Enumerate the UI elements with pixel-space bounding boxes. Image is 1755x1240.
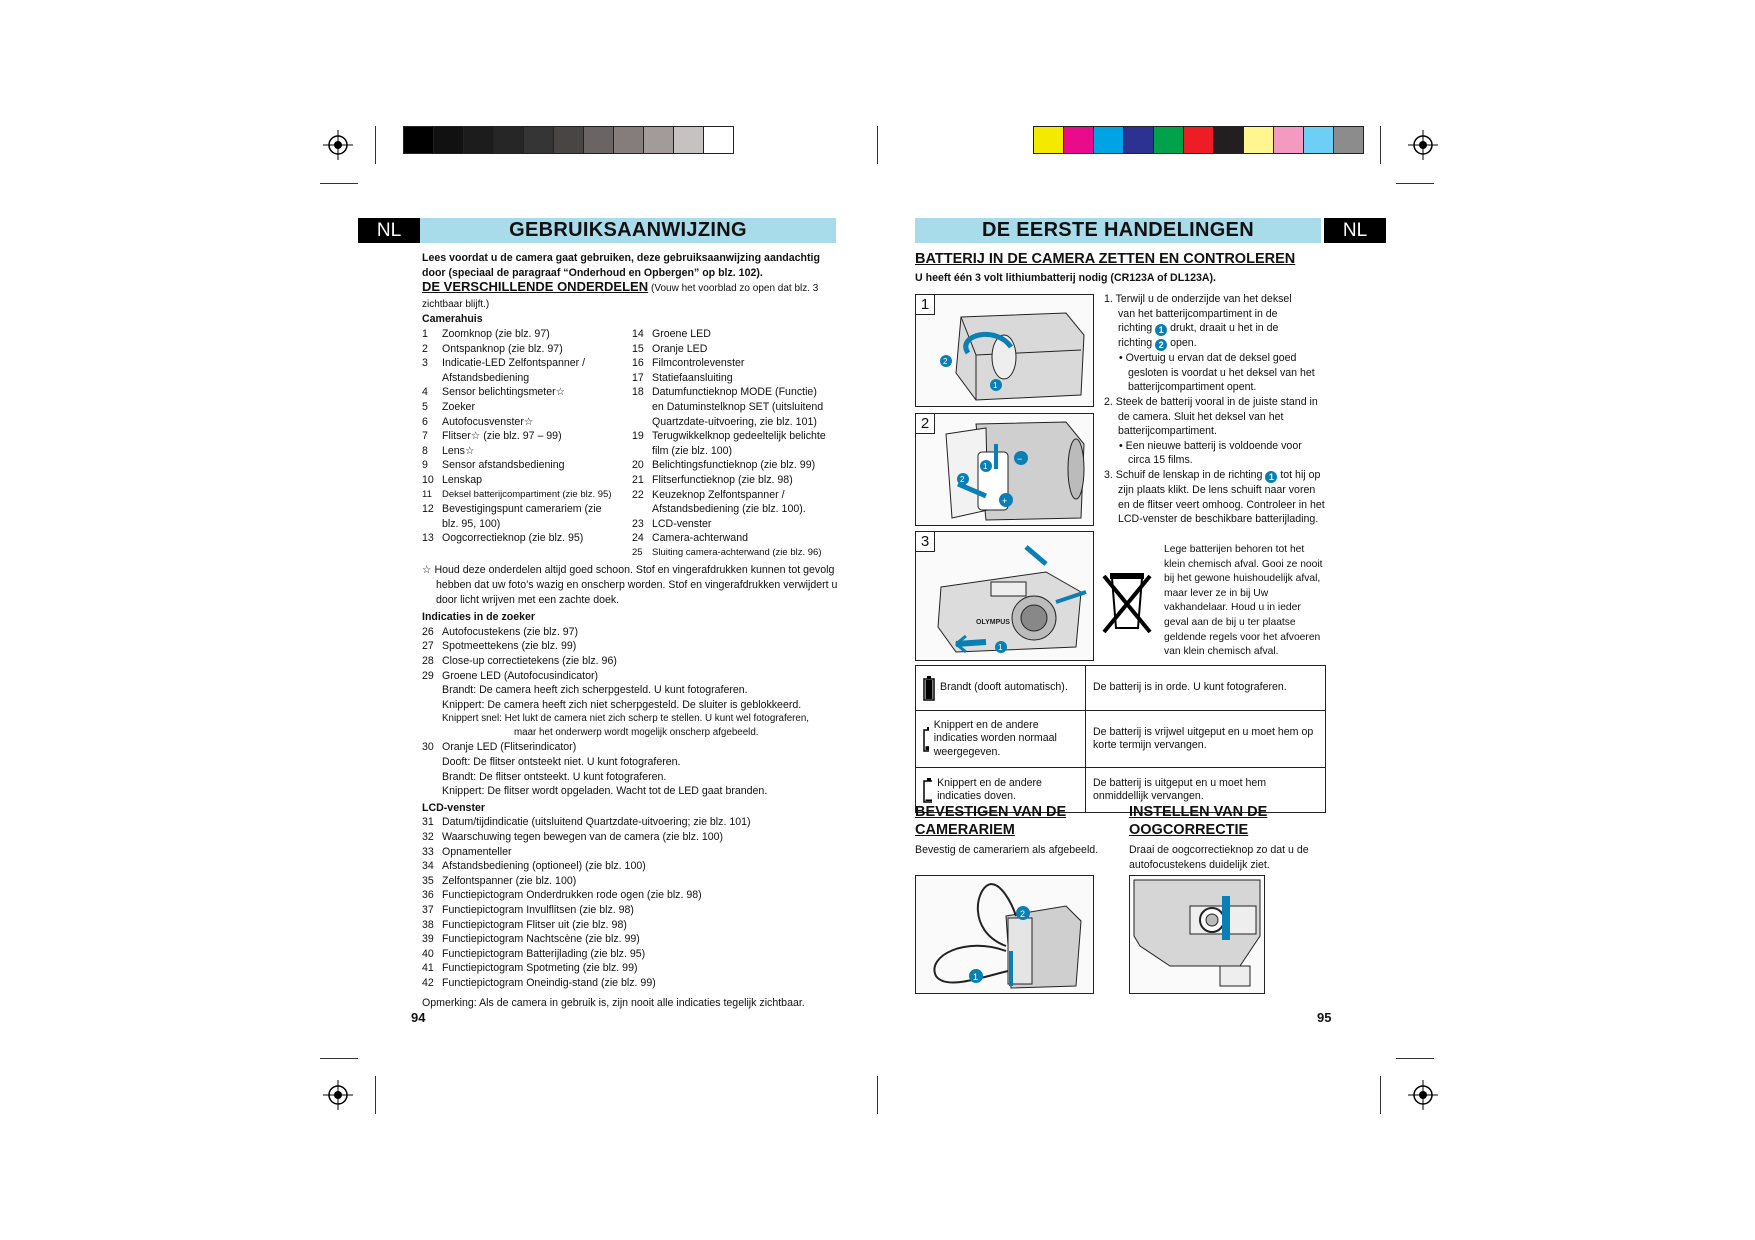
color-swatch	[494, 127, 524, 153]
svg-text:−: −	[1017, 454, 1023, 464]
svg-text:2: 2	[943, 357, 948, 366]
diopter-text: Draai de oogcorrectieknop zo dat u de autofocustekens duidelijk ziet.	[1129, 844, 1309, 871]
step-text: open.	[1170, 337, 1197, 350]
registration-mark-icon	[1408, 1080, 1438, 1110]
crop-mark	[1380, 126, 1381, 164]
color-swatch	[1244, 127, 1274, 153]
list-item	[422, 903, 844, 918]
svg-text:1: 1	[993, 381, 998, 390]
item-number: 22	[632, 488, 644, 501]
item-number: 3	[422, 357, 428, 370]
list-item	[632, 385, 844, 400]
battery-meaning-cell: De batterij is in orde. U kunt fotograferen.	[1086, 666, 1326, 711]
list-item	[632, 546, 844, 561]
battery-level-icon	[923, 675, 935, 701]
item-text: Waarschuwing tegen bewegen van de camera (zie blz. 100)	[442, 830, 724, 843]
list-item	[422, 740, 844, 755]
registration-mark-icon	[323, 1080, 353, 1110]
figure-number: 3	[916, 532, 935, 552]
battery-meaning-cell: De batterij is uitgeput en u moet hem onmiddellijk vervangen.	[1086, 768, 1326, 813]
green-led-state: Brandt: De camera heeft zich scherpgesteld. U kunt fotograferen.	[442, 684, 748, 697]
color-swatch	[554, 127, 584, 153]
battery-steps	[1104, 292, 1326, 527]
color-swatch	[584, 127, 614, 153]
list-item	[422, 488, 632, 503]
strap-text: Bevestig de camerariem als afgebeeld.	[915, 844, 1099, 856]
list-item	[632, 488, 844, 503]
color-swatch	[1184, 127, 1214, 153]
list-item	[422, 976, 844, 991]
color-swatch	[614, 127, 644, 153]
crop-mark	[1380, 1076, 1381, 1114]
diopter-heading-line: OOGCORRECTIE	[1129, 822, 1249, 838]
registration-mark-icon	[323, 130, 353, 160]
orange-led-states	[422, 755, 844, 799]
item-number: 38	[422, 918, 434, 931]
list-item	[422, 371, 632, 386]
step-1-line: van het batterijcompartiment in de	[1118, 307, 1278, 320]
item-text: Camera-achterwand	[652, 532, 748, 545]
battery-state-cell	[916, 711, 1086, 768]
color-calibration-bar	[1033, 126, 1364, 154]
item-text: Datum/tijdindicatie (uitsluitend Quartzdate-uitvoering; zie blz. 101)	[442, 816, 751, 829]
strap-heading-line: CAMERARIEM	[915, 822, 1015, 838]
list-item	[632, 531, 844, 546]
battery-meaning-cell: De batterij is vrijwel uitgeput en u moet hem op korte termijn vervangen.	[1086, 711, 1326, 768]
item-text: film (zie blz. 100)	[652, 444, 733, 457]
list-item	[632, 517, 844, 532]
item-text: Functiepictogram Oneindig-stand (zie blz. 99)	[442, 976, 656, 989]
item-number: 6	[422, 415, 428, 428]
item-text: Bevestigingspunt camerariem (zie	[442, 503, 602, 516]
item-text: Groene LED (Autofocusindicator)	[442, 669, 599, 682]
list-item	[422, 815, 844, 830]
list-item	[422, 947, 844, 962]
list-item	[422, 961, 844, 976]
camera-brand-label: OLYMPUS	[976, 619, 1010, 626]
item-number: 1	[422, 327, 428, 340]
figure-battery-cover	[915, 294, 1094, 407]
item-number: 39	[422, 933, 434, 946]
color-swatch	[524, 127, 554, 153]
list-item	[632, 327, 844, 342]
list-item	[422, 888, 844, 903]
battery-level-icon	[923, 726, 929, 752]
orange-led-state: Knippert: De flitser wordt opgeladen. Wacht tot de LED gaat branden.	[442, 785, 768, 798]
item-text: Oranje LED	[652, 342, 708, 355]
item-number: 16	[632, 357, 644, 370]
list-item	[422, 654, 844, 669]
color-swatch	[434, 127, 464, 153]
list-item	[422, 502, 632, 517]
item-text: Indicatie-LED Zelfontspanner /	[442, 357, 586, 370]
item-text: Zoomknop (zie blz. 97)	[442, 327, 550, 340]
item-number: 40	[422, 947, 434, 960]
item-text: Functiepictogram Invulflitsen (zie blz. 98)	[442, 903, 634, 916]
item-number: 29	[422, 669, 434, 682]
green-led-fast-line-2: maar het onderwerp wordt mogelijk onscherp afgebeeld.	[514, 727, 759, 739]
camera-underside-illustration-icon	[916, 295, 1093, 406]
item-number: 4	[422, 386, 428, 399]
list-item	[422, 429, 632, 444]
item-text: blz. 95, 100)	[442, 517, 501, 530]
green-led-fast-line-1: Knippert snel: Het lukt de camera niet zich scherp te stellen. U kunt wel fotograferen,	[442, 713, 810, 725]
diopter-knob-illustration-icon	[1130, 876, 1264, 993]
list-item	[632, 400, 844, 415]
viewfinder-label: Indicaties in de zoeker	[422, 611, 536, 624]
item-text: Keuzeknop Zelfontspanner /	[652, 488, 785, 501]
item-number: 30	[422, 741, 434, 754]
figure-number: 1	[916, 295, 935, 315]
item-text: Quartzdate-uitvoering, zie blz. 101)	[652, 415, 817, 428]
list-item	[422, 400, 632, 415]
item-number: 41	[422, 962, 434, 975]
orange-led-state: Dooft: De flitser ontsteekt niet. U kunt fotograferen.	[442, 756, 681, 768]
item-text: Functiepictogram Nachtscène (zie blz. 99)	[442, 933, 640, 946]
item-number: 8	[422, 444, 428, 457]
item-text: Groene LED	[652, 327, 711, 340]
figure-battery-insert	[915, 413, 1094, 526]
color-swatch	[1094, 127, 1124, 153]
list-item	[632, 473, 844, 488]
battery-heading: BATTERIJ IN DE CAMERA ZETTEN EN CONTROLEREN	[915, 251, 1296, 267]
left-page-content	[422, 251, 844, 1010]
svg-text:2: 2	[960, 475, 965, 484]
list-item	[422, 444, 632, 459]
diopter-heading-line: INSTELLEN VAN DE	[1129, 804, 1268, 820]
list-item	[422, 356, 632, 371]
list-item	[422, 669, 844, 684]
language-tag: NL	[358, 218, 420, 243]
step-text: drukt, draait u het in de	[1170, 322, 1279, 335]
item-number: 24	[632, 532, 644, 545]
item-text: Opnamenteller	[442, 845, 512, 858]
item-text: Sensor afstandsbediening	[442, 459, 565, 472]
item-text: Lenskap	[442, 473, 483, 486]
color-swatch	[1334, 127, 1363, 153]
direction-marker-icon: 1	[1265, 471, 1277, 483]
item-text: Spotmeettekens (zie blz. 99)	[442, 640, 577, 653]
intro-text: Lees voordat u de camera gaat gebruiken, deze gebruiksaanwijzing aandachtig door (speciaal de paragraaf “Onderhoud en Opbergen” op blz. 102).	[422, 252, 820, 279]
crop-mark	[1396, 183, 1434, 184]
item-number: 5	[422, 400, 428, 413]
item-number: 19	[632, 430, 644, 443]
crop-mark	[375, 1076, 376, 1114]
crop-mark	[877, 1076, 878, 1114]
item-number: 17	[632, 371, 644, 384]
battery-state-text: Knippert en de andere indicaties doven.	[937, 776, 1042, 802]
item-text: Functiepictogram Flitser uit (zie blz. 98)	[442, 918, 627, 931]
color-swatch	[1124, 127, 1154, 153]
page-number: 94	[411, 1010, 426, 1025]
item-text: Functiepictogram Batterijlading (zie blz. 95)	[442, 947, 646, 960]
disposal-text: Lege batterijen behoren tot het klein chemisch afval. Gooi ze nooit bij het gewone huishoudelijk afval, maar lever ze in bij Uw vakhandelaar. Houd u in ieder geval aan de bij u ter plaatse geldende regels voor het afvoeren van klein chemisch afval.	[1164, 544, 1323, 658]
item-text: LCD-venster	[652, 517, 712, 530]
color-swatch	[1034, 127, 1064, 153]
list-item	[422, 458, 632, 473]
color-swatch	[1304, 127, 1334, 153]
item-number: 32	[422, 830, 434, 843]
item-text: en Datuminstelknop SET (uitsluitend	[652, 400, 824, 413]
page-number: 95	[1317, 1010, 1332, 1025]
list-item	[632, 444, 844, 459]
lcd-list	[422, 815, 844, 990]
list-item	[632, 356, 844, 371]
item-number: 14	[632, 327, 644, 340]
item-number	[422, 371, 442, 386]
language-tag: NL	[1324, 218, 1386, 243]
item-text: Sluiting camera-achterwand (zie blz. 96)	[652, 546, 822, 558]
crop-mark	[375, 126, 376, 164]
list-item	[422, 473, 632, 488]
step-1-line	[1104, 336, 1326, 351]
list-item	[632, 458, 844, 473]
green-led-states	[422, 683, 844, 712]
item-text: Filmcontrolevenster	[652, 357, 745, 370]
item-number: 28	[422, 655, 434, 668]
green-led-state: Knippert: De camera heeft zich niet scherpgesteld. De sluiter is geblokkeerd.	[442, 698, 802, 711]
parts-column-1	[422, 327, 632, 561]
item-number: 26	[422, 625, 434, 638]
item-number: 31	[422, 816, 434, 829]
step-text: richting	[1118, 337, 1153, 350]
item-text: Statiefaansluiting	[652, 371, 733, 384]
star-note: ☆ Houd deze onderdelen altijd goed schoon. Stof en vingerafdrukken kunnen tot gevolg hebben dat uw foto’s wazig en onscherp worden. Stof en vingerafdrukken verwijdert u door licht wrijven met een zachte doek.	[422, 564, 838, 606]
strap-heading-line: BEVESTIGEN VAN DE	[915, 804, 1067, 820]
diopter-heading	[1129, 803, 1267, 839]
list-item	[422, 385, 632, 400]
item-number: 21	[632, 473, 644, 486]
color-swatch	[404, 127, 434, 153]
figure-number: 2	[916, 414, 935, 434]
battery-state-cell	[916, 666, 1086, 711]
crop-mark	[320, 183, 358, 184]
item-text: Flitser☆ (zie blz. 97 – 99)	[442, 430, 562, 443]
table-row	[916, 666, 1326, 711]
direction-marker-icon: 1	[1155, 324, 1167, 336]
item-number: 15	[632, 342, 644, 355]
item-number	[632, 502, 652, 517]
color-swatch	[644, 127, 674, 153]
item-number: 12	[422, 503, 434, 516]
item-text: Oogcorrectieknop (zie blz. 95)	[442, 532, 584, 545]
color-swatch	[1064, 127, 1094, 153]
item-text: Functiepictogram Onderdrukken rode ogen (zie blz. 98)	[442, 889, 702, 902]
figure-strap	[915, 875, 1094, 994]
direction-marker-icon: 2	[1155, 339, 1167, 351]
item-text: Afstandsbediening (optioneel) (zie blz. 100)	[442, 860, 646, 873]
list-item	[422, 845, 844, 860]
list-item	[422, 932, 844, 947]
item-number: 10	[422, 473, 434, 486]
crop-mark	[1396, 1058, 1434, 1059]
list-item	[632, 429, 844, 444]
item-number: 25	[632, 546, 643, 558]
list-item	[422, 830, 844, 845]
item-text: Autofocustekens (zie blz. 97)	[442, 625, 579, 638]
parts-heading: DE VERSCHILLENDE ONDERDELEN	[422, 279, 649, 295]
item-text: Terugwikkelknop gedeeltelijk belichte	[652, 430, 826, 443]
item-text: Ontspanknop (zie blz. 97)	[442, 342, 563, 355]
list-item	[422, 327, 632, 342]
battery-subheading: U heeft één 3 volt lithiumbatterij nodig (CR123A of DL123A).	[915, 272, 1216, 284]
color-swatch	[704, 127, 733, 153]
list-item	[632, 415, 844, 430]
viewfinder-list	[422, 625, 844, 683]
figure-diopter	[1129, 875, 1265, 994]
item-text: Datumfunctieknop MODE (Functie)	[652, 386, 817, 399]
orange-led-state: Brandt: De flitser ontsteekt. U kunt fotograferen.	[442, 770, 667, 783]
item-number: 33	[422, 845, 434, 858]
item-text: Functiepictogram Spotmeting (zie blz. 99)	[442, 962, 638, 975]
svg-text:2: 2	[1020, 909, 1026, 919]
item-number: 2	[422, 342, 428, 355]
step-1-line	[1104, 321, 1326, 336]
page-title: GEBRUIKSAANWIJZING	[420, 218, 836, 243]
list-item	[422, 531, 632, 546]
item-number: 23	[632, 517, 644, 530]
list-item	[632, 502, 844, 517]
crop-mark	[877, 126, 878, 164]
item-number	[422, 517, 442, 532]
crop-mark	[320, 1058, 358, 1059]
parts-heading-line	[422, 280, 844, 312]
camerahuis-label: Camerahuis	[422, 313, 483, 326]
item-text: Zoeker	[442, 400, 475, 413]
lcd-label: LCD-venster	[422, 801, 485, 814]
color-swatch	[674, 127, 704, 153]
item-text: Flitserfunctieknop (zie blz. 98)	[652, 473, 793, 486]
remark: Opmerking: Als de camera in gebruik is, zijn nooit alle indicaties tegelijk zichtbaar.	[422, 996, 805, 1009]
color-swatch	[1154, 127, 1184, 153]
list-item	[422, 874, 844, 889]
crossed-bin-icon	[1102, 568, 1152, 636]
item-number: 36	[422, 889, 434, 902]
item-number	[632, 415, 652, 430]
item-text: Zelfontspanner (zie blz. 100)	[442, 874, 577, 887]
parts-note: (Vouw het voorblad zo open dat blz. 3 zichtbaar blijft.)	[422, 283, 819, 310]
parts-column-2	[632, 327, 844, 561]
item-text: Sensor belichtingsmeter☆	[442, 386, 566, 399]
step-text: 3. Schuif de lenskap in de richting	[1104, 468, 1263, 481]
battery-status-table	[915, 665, 1326, 813]
strap-heading	[915, 803, 1066, 839]
strap-illustration-icon	[916, 876, 1093, 993]
camera-front-illustration-icon	[916, 532, 1093, 660]
color-swatch	[1274, 127, 1304, 153]
item-number	[632, 400, 652, 415]
green-led-fast	[422, 712, 844, 740]
list-item	[422, 517, 632, 532]
item-text: Lens☆	[442, 444, 475, 457]
item-text: Deksel batterijcompartiment (zie blz. 95)	[442, 488, 612, 500]
list-item	[422, 859, 844, 874]
item-number: 11	[422, 488, 432, 500]
item-text: Afstandsbediening (zie blz. 100).	[652, 503, 806, 516]
item-number: 42	[422, 976, 434, 989]
figure-lens-cover	[915, 531, 1094, 661]
svg-text:1: 1	[983, 462, 988, 471]
step-3	[1104, 468, 1326, 527]
item-number: 35	[422, 874, 434, 887]
list-item	[422, 639, 844, 654]
battery-state-text: Brandt (dooft automatisch).	[940, 681, 1068, 694]
svg-text:+: +	[1002, 496, 1008, 506]
battery-insertion-illustration-icon	[916, 414, 1093, 525]
step-1-line: 1. Terwijl u de onderzijde van het deksel	[1104, 293, 1292, 305]
table-row	[916, 711, 1326, 768]
step-2: 2. Steek de batterij vooral in de juiste stand in de camera. Sluit het deksel van het batterijcompartiment.	[1104, 395, 1318, 438]
list-item	[422, 625, 844, 640]
battery-level-icon	[923, 777, 932, 803]
svg-text:1: 1	[998, 643, 1003, 652]
list-item	[422, 415, 632, 430]
gray-calibration-bar	[403, 126, 734, 154]
step-text: tot hij op zijn plaats klikt. De lens schuift naar voren en de flitser veert omhoog. Controleer in het LCD-venster de beschikbare batterijlading.	[1118, 468, 1325, 526]
item-number: 9	[422, 459, 428, 472]
parts-columns	[422, 327, 844, 561]
list-item	[422, 918, 844, 933]
item-text: Autofocusvenster☆	[442, 415, 534, 428]
item-number	[632, 444, 652, 459]
color-swatch	[1214, 127, 1244, 153]
item-text: Afstandsbediening	[442, 371, 530, 384]
color-swatch	[464, 127, 494, 153]
list-item	[422, 342, 632, 357]
svg-text:1: 1	[973, 972, 979, 982]
item-number: 18	[632, 386, 644, 399]
list-item	[632, 342, 844, 357]
registration-mark-icon	[1408, 130, 1438, 160]
item-number: 20	[632, 459, 644, 472]
step-2-bullet: • Een nieuwe batterij is voldoende voor circa 15 films.	[1119, 439, 1302, 467]
step-1-bullet: • Overtuig u ervan dat de deksel goed gesloten is voordat u het deksel van het batterijcompartiment opent.	[1119, 352, 1315, 394]
battery-state-text: Knippert en de andere indicaties worden normaal weergegeven.	[933, 718, 1057, 758]
list-item	[632, 371, 844, 386]
item-text: Belichtingsfunctieknop (zie blz. 99)	[652, 459, 816, 472]
item-number: 13	[422, 532, 434, 545]
item-number: 34	[422, 860, 434, 873]
item-number: 7	[422, 430, 428, 443]
item-number: 37	[422, 903, 434, 916]
page-title: DE EERSTE HANDELINGEN	[915, 218, 1321, 243]
item-number: 27	[422, 640, 434, 653]
step-text: richting	[1118, 322, 1153, 335]
item-text: Oranje LED (Flitserindicator)	[442, 741, 577, 754]
item-text: Close-up correctietekens (zie blz. 96)	[442, 655, 617, 668]
